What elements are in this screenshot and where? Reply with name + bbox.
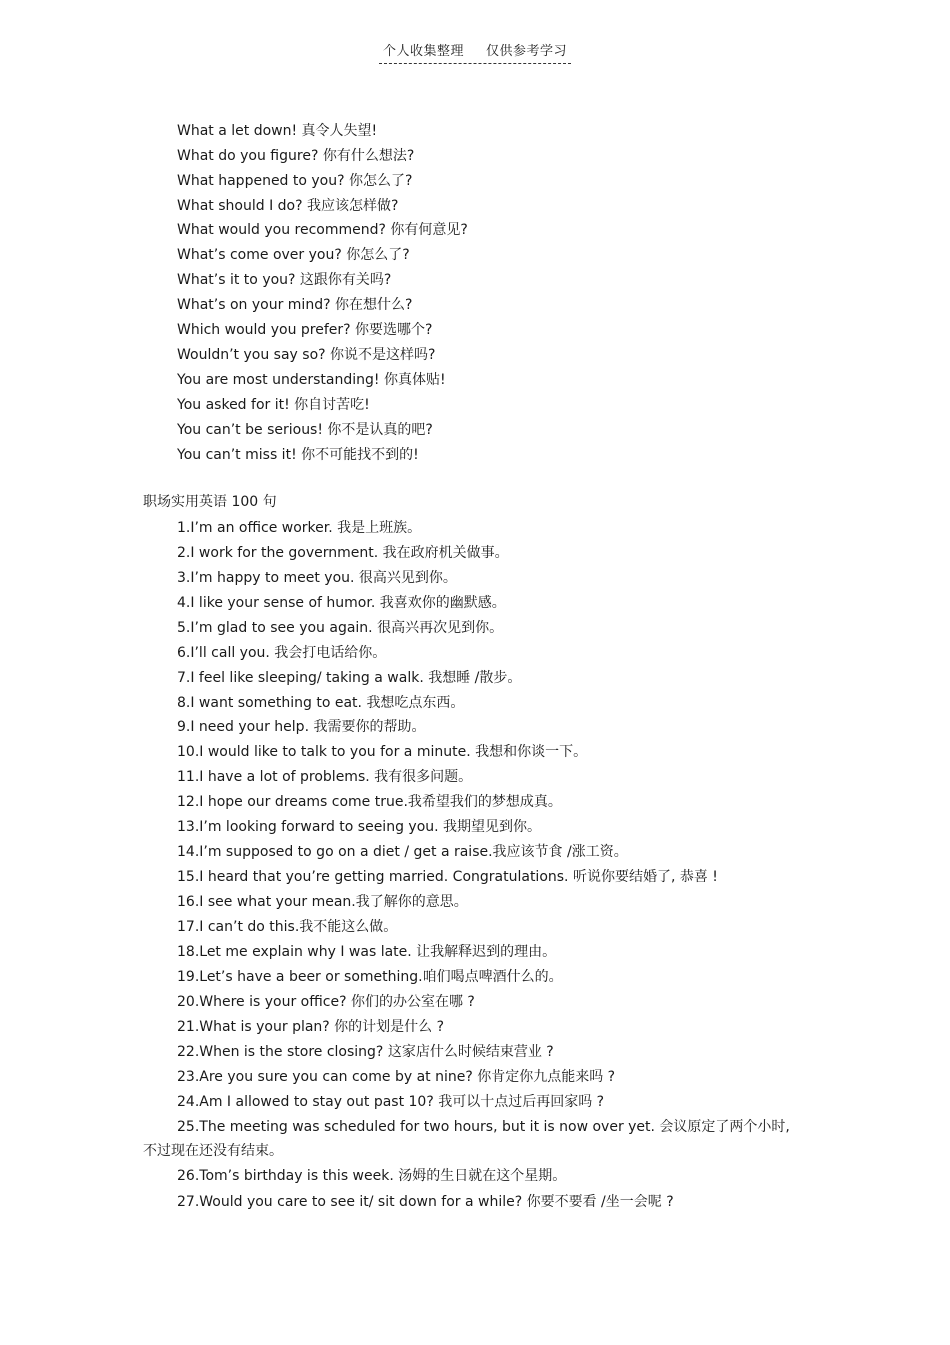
- sentence-line: 4.I like your sense of humor. 我喜欢你的幽默感。: [177, 595, 506, 611]
- section-title: 职场实用英语 100 句: [143, 494, 277, 510]
- phrase-line: What do you figure? 你有什么想法?: [177, 148, 415, 164]
- sentence-line: 3.I’m happy to meet you. 很高兴见到你。: [177, 570, 457, 586]
- page-header: [0, 40, 950, 64]
- sentence-line: 26.Tom’s birthday is this week. 汤姆的生日就在这个星期。: [177, 1168, 567, 1184]
- sentence-line: 22.When is the store closing? 这家店什么时候结束营业 ?: [177, 1044, 554, 1060]
- sentence-line: 20.Where is your office? 你们的办公室在哪 ?: [177, 994, 475, 1010]
- sentence-line: 6.I’ll call you. 我会打电话给你。: [177, 645, 387, 661]
- sentence-line: 9.I need your help. 我需要你的帮助。: [177, 719, 426, 735]
- sentence-line: 17.I can’t do this.我不能这么做。: [177, 919, 398, 935]
- phrase-line: What’s on your mind? 你在想什么?: [177, 297, 413, 313]
- sentence-line: 7.I feel like sleeping/ taking a walk. 我想睡 /散步。: [177, 670, 522, 686]
- phrase-line: What’s come over you? 你怎么了?: [177, 247, 410, 263]
- sentence-line: 23.Are you sure you can come by at nine? 你肯定你九点能来吗 ?: [177, 1069, 616, 1085]
- header-text: [379, 40, 571, 64]
- sentence-line: 24.Am I allowed to stay out past 10? 我可以十点过后再回家吗 ?: [177, 1094, 605, 1110]
- sentence-line: 18.Let me explain why I was late. 让我解释迟到的理由。: [177, 944, 557, 960]
- phrase-line: You asked for it! 你自讨苦吃!: [177, 397, 370, 413]
- phrase-line: What should I do? 我应该怎样做?: [177, 198, 399, 214]
- header-right: 仅供参考学习: [486, 44, 568, 59]
- phrase-line: What would you recommend? 你有何意见?: [177, 222, 468, 238]
- sentence-line: 13.I’m looking forward to seeing you. 我期望见到你。: [177, 819, 542, 835]
- sentence-line: 25.The meeting was scheduled for two hours, but it is now over yet. 会议原定了两个小时,: [177, 1119, 790, 1135]
- sentence-line: 19.Let’s have a beer or something.咱们喝点啤酒什么的。: [177, 969, 563, 985]
- sentence-line: 2.I work for the government. 我在政府机关做事。: [177, 545, 509, 561]
- sentence-line: 8.I want something to eat. 我想吃点东西。: [177, 695, 465, 711]
- sentence-line: 27.Would you care to see it/ sit down for a while? 你要不要看 /坐一会呢 ?: [177, 1194, 674, 1210]
- sentence-line: 15.I heard that you’re getting married. Congratulations. 听说你要结婚了, 恭喜 !: [177, 869, 718, 885]
- sentence-line: 12.I hope our dreams come true.我希望我们的梦想成真。: [177, 794, 562, 810]
- sentence-line-continued: 不过现在还没有结束。: [143, 1143, 283, 1159]
- phrase-line: What a let down! 真令人失望!: [177, 123, 378, 139]
- sentence-line: 1.I’m an office worker. 我是上班族。: [177, 520, 422, 536]
- sentence-line: 5.I’m glad to see you again. 很高兴再次见到你。: [177, 620, 504, 636]
- phrase-line: What’s it to you? 这跟你有关吗?: [177, 272, 392, 288]
- sentence-line: 14.I’m supposed to go on a diet / get a raise.我应该节食 /涨工资。: [177, 844, 628, 860]
- phrase-line: Wouldn’t you say so? 你说不是这样吗?: [177, 347, 436, 363]
- phrase-line: You can’t be serious! 你不是认真的吧?: [177, 422, 433, 438]
- header-left: 个人收集整理: [382, 44, 464, 59]
- sentence-line: 11.I have a lot of problems. 我有很多问题。: [177, 769, 473, 785]
- phrase-line: What happened to you? 你怎么了?: [177, 173, 413, 189]
- sentence-line: 21.What is your plan? 你的计划是什么 ?: [177, 1019, 445, 1035]
- phrase-line: You can’t miss it! 你不可能找不到的!: [177, 447, 419, 463]
- phrase-line: Which would you prefer? 你要选哪个?: [177, 322, 433, 338]
- sentence-line: 10.I would like to talk to you for a minute. 我想和你谈一下。: [177, 744, 588, 760]
- sentence-line: 16.I see what your mean.我了解你的意思。: [177, 894, 468, 910]
- phrase-line: You are most understanding! 你真体贴!: [177, 372, 446, 388]
